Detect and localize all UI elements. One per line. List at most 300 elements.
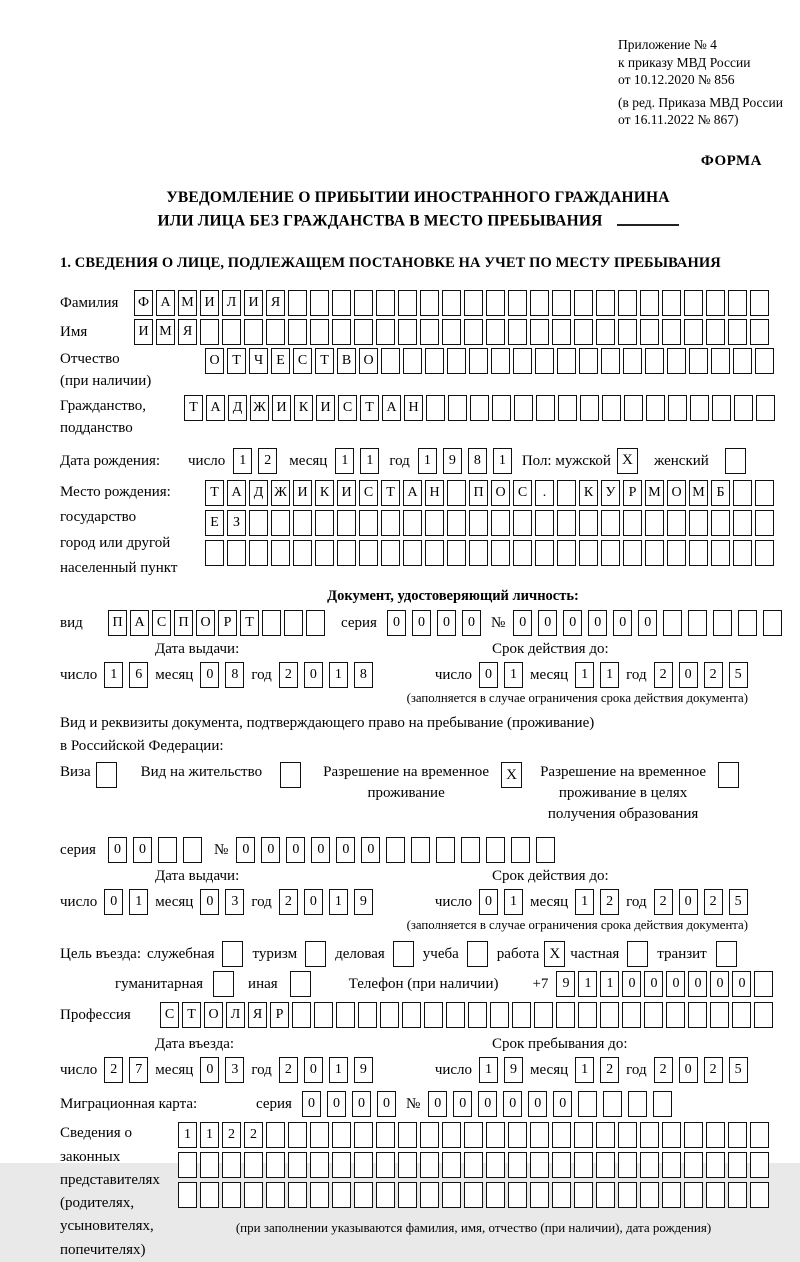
char-cell[interactable] [578,1002,597,1028]
char-cell[interactable]: 1 [329,662,348,688]
char-cell[interactable]: М [156,319,175,345]
char-cell[interactable]: С [293,348,312,374]
char-cell[interactable] [645,510,664,536]
char-cell[interactable] [557,480,576,506]
residence-permit-checkbox[interactable] [280,762,301,788]
char-cell[interactable] [249,540,268,566]
char-cell[interactable] [640,290,659,316]
char-cell[interactable] [332,290,351,316]
char-cell[interactable] [293,510,312,536]
char-cell[interactable] [623,540,642,566]
char-cell[interactable]: 1 [418,448,437,474]
char-cell[interactable]: Т [240,610,259,636]
char-cell[interactable] [288,1182,307,1208]
temp-residence-education-checkbox[interactable] [718,762,739,788]
char-cell[interactable] [486,1122,505,1148]
char-cell[interactable]: 1 [329,889,348,915]
char-cell[interactable]: Т [182,1002,201,1028]
char-cell[interactable] [684,1182,703,1208]
char-cell[interactable] [755,480,774,506]
char-cell[interactable] [288,319,307,345]
char-cell[interactable]: Н [425,480,444,506]
char-cell[interactable]: 2 [279,1057,298,1083]
char-cell[interactable] [183,837,202,863]
purpose-private-checkbox[interactable] [627,941,648,967]
char-cell[interactable] [403,540,422,566]
char-cell[interactable] [514,395,533,421]
char-cell[interactable]: 8 [225,662,244,688]
char-cell[interactable] [601,510,620,536]
char-cell[interactable] [469,348,488,374]
char-cell[interactable]: 0 [261,837,280,863]
char-cell[interactable]: 0 [304,889,323,915]
char-cell[interactable] [306,610,325,636]
char-cell[interactable]: 1 [504,889,523,915]
char-cell[interactable]: 0 [679,662,698,688]
char-cell[interactable] [688,610,707,636]
char-cell[interactable] [728,1152,747,1178]
char-cell[interactable] [442,1122,461,1148]
char-cell[interactable] [667,348,686,374]
char-cell[interactable] [663,610,682,636]
sex-male-checkbox[interactable]: X [617,448,638,474]
char-cell[interactable] [624,395,643,421]
char-cell[interactable]: И [293,480,312,506]
char-cell[interactable]: М [689,480,708,506]
temp-residence-checkbox[interactable]: X [501,762,522,788]
char-cell[interactable] [728,319,747,345]
char-cell[interactable]: 0 [478,1091,497,1117]
char-cell[interactable] [667,510,686,536]
char-cell[interactable]: И [200,290,219,316]
char-cell[interactable] [688,1002,707,1028]
char-cell[interactable] [376,1182,395,1208]
purpose-study-checkbox[interactable] [467,941,488,967]
char-cell[interactable] [205,540,224,566]
char-cell[interactable] [508,1122,527,1148]
char-cell[interactable] [332,319,351,345]
char-cell[interactable]: . [535,480,554,506]
char-cell[interactable] [557,510,576,536]
char-cell[interactable] [464,290,483,316]
char-cell[interactable]: 0 [688,971,707,997]
char-cell[interactable]: 0 [304,1057,323,1083]
char-cell[interactable] [376,1152,395,1178]
char-cell[interactable] [623,348,642,374]
char-cell[interactable] [628,1091,647,1117]
char-cell[interactable] [158,837,177,863]
char-cell[interactable] [666,1002,685,1028]
char-cell[interactable]: 3 [225,889,244,915]
char-cell[interactable] [556,1002,575,1028]
char-cell[interactable] [689,348,708,374]
char-cell[interactable] [464,319,483,345]
char-cell[interactable] [574,319,593,345]
char-cell[interactable]: 0 [352,1091,371,1117]
char-cell[interactable] [750,319,769,345]
char-cell[interactable] [535,348,554,374]
char-cell[interactable] [580,395,599,421]
char-cell[interactable] [662,1122,681,1148]
char-cell[interactable]: Т [315,348,334,374]
char-cell[interactable] [314,1002,333,1028]
char-cell[interactable]: Ч [249,348,268,374]
char-cell[interactable] [536,837,555,863]
char-cell[interactable]: 1 [575,889,594,915]
char-cell[interactable]: 1 [600,662,619,688]
char-cell[interactable] [244,319,263,345]
char-cell[interactable] [728,1122,747,1148]
char-cell[interactable] [755,348,774,374]
char-cell[interactable]: Ф [134,290,153,316]
char-cell[interactable]: П [469,480,488,506]
char-cell[interactable]: 1 [493,448,512,474]
char-cell[interactable]: 0 [588,610,607,636]
char-cell[interactable]: 9 [504,1057,523,1083]
char-cell[interactable]: О [205,348,224,374]
char-cell[interactable]: 0 [479,889,498,915]
char-cell[interactable]: 1 [233,448,252,474]
char-cell[interactable] [530,1182,549,1208]
char-cell[interactable] [420,319,439,345]
char-cell[interactable]: 0 [453,1091,472,1117]
char-cell[interactable] [490,1002,509,1028]
char-cell[interactable] [271,540,290,566]
char-cell[interactable]: 3 [225,1057,244,1083]
char-cell[interactable] [508,1182,527,1208]
char-cell[interactable] [690,395,709,421]
char-cell[interactable] [738,610,757,636]
char-cell[interactable] [358,1002,377,1028]
char-cell[interactable] [420,1152,439,1178]
char-cell[interactable] [578,1091,597,1117]
char-cell[interactable] [646,395,665,421]
char-cell[interactable] [552,1152,571,1178]
char-cell[interactable]: 1 [578,971,597,997]
char-cell[interactable]: Е [205,510,224,536]
char-cell[interactable] [354,319,373,345]
char-cell[interactable]: 1 [104,662,123,688]
char-cell[interactable] [288,1152,307,1178]
char-cell[interactable] [511,837,530,863]
char-cell[interactable] [513,540,532,566]
char-cell[interactable]: 1 [575,662,594,688]
char-cell[interactable] [486,837,505,863]
char-cell[interactable] [442,290,461,316]
char-cell[interactable] [689,510,708,536]
char-cell[interactable] [713,610,732,636]
char-cell[interactable] [200,319,219,345]
char-cell[interactable] [381,510,400,536]
char-cell[interactable] [579,540,598,566]
char-cell[interactable] [398,1182,417,1208]
char-cell[interactable] [596,319,615,345]
char-cell[interactable] [754,1002,773,1028]
char-cell[interactable] [755,510,774,536]
char-cell[interactable] [662,1152,681,1178]
char-cell[interactable]: 1 [178,1122,197,1148]
char-cell[interactable]: 1 [600,971,619,997]
char-cell[interactable] [266,319,285,345]
char-cell[interactable]: 1 [575,1057,594,1083]
char-cell[interactable]: 0 [479,662,498,688]
char-cell[interactable] [706,290,725,316]
char-cell[interactable] [618,1122,637,1148]
char-cell[interactable] [557,348,576,374]
char-cell[interactable]: 0 [302,1091,321,1117]
char-cell[interactable] [461,837,480,863]
char-cell[interactable] [266,1152,285,1178]
char-cell[interactable]: Д [249,480,268,506]
char-cell[interactable]: 0 [679,889,698,915]
char-cell[interactable] [574,1152,593,1178]
char-cell[interactable] [596,290,615,316]
char-cell[interactable] [222,319,241,345]
char-cell[interactable]: 2 [279,662,298,688]
char-cell[interactable] [402,1002,421,1028]
char-cell[interactable] [684,290,703,316]
char-cell[interactable]: А [130,610,149,636]
char-cell[interactable]: 0 [528,1091,547,1117]
char-cell[interactable] [486,319,505,345]
char-cell[interactable] [534,1002,553,1028]
char-cell[interactable]: 0 [732,971,751,997]
char-cell[interactable]: Н [404,395,423,421]
char-cell[interactable]: К [579,480,598,506]
char-cell[interactable]: 9 [354,1057,373,1083]
char-cell[interactable]: 2 [104,1057,123,1083]
char-cell[interactable]: 0 [679,1057,698,1083]
char-cell[interactable]: 0 [462,610,481,636]
char-cell[interactable] [712,395,731,421]
char-cell[interactable] [535,510,554,536]
char-cell[interactable]: С [513,480,532,506]
char-cell[interactable] [579,510,598,536]
char-cell[interactable] [376,1122,395,1148]
char-cell[interactable] [640,1122,659,1148]
char-cell[interactable] [623,510,642,536]
char-cell[interactable] [557,540,576,566]
char-cell[interactable]: 8 [354,662,373,688]
char-cell[interactable]: И [337,480,356,506]
char-cell[interactable]: 0 [133,837,152,863]
char-cell[interactable] [448,395,467,421]
char-cell[interactable] [424,1002,443,1028]
char-cell[interactable] [354,1182,373,1208]
char-cell[interactable]: Т [381,480,400,506]
char-cell[interactable]: Я [266,290,285,316]
char-cell[interactable]: Т [184,395,203,421]
purpose-official-checkbox[interactable] [222,941,243,967]
char-cell[interactable]: И [316,395,335,421]
char-cell[interactable] [381,348,400,374]
purpose-tourism-checkbox[interactable] [305,941,326,967]
char-cell[interactable]: 2 [244,1122,263,1148]
char-cell[interactable] [491,510,510,536]
char-cell[interactable] [442,1152,461,1178]
char-cell[interactable] [469,540,488,566]
char-cell[interactable] [706,1182,725,1208]
char-cell[interactable] [508,319,527,345]
char-cell[interactable]: 0 [666,971,685,997]
char-cell[interactable] [684,319,703,345]
char-cell[interactable] [244,1152,263,1178]
char-cell[interactable] [464,1152,483,1178]
char-cell[interactable]: Я [178,319,197,345]
char-cell[interactable]: 0 [412,610,431,636]
char-cell[interactable] [337,540,356,566]
char-cell[interactable] [447,348,466,374]
char-cell[interactable] [310,290,329,316]
char-cell[interactable]: 0 [563,610,582,636]
char-cell[interactable] [288,290,307,316]
char-cell[interactable] [492,395,511,421]
char-cell[interactable]: 0 [108,837,127,863]
char-cell[interactable]: 0 [200,1057,219,1083]
char-cell[interactable]: 0 [437,610,456,636]
char-cell[interactable] [354,1152,373,1178]
purpose-work-checkbox[interactable]: X [544,941,565,967]
char-cell[interactable]: З [227,510,246,536]
char-cell[interactable]: Т [360,395,379,421]
char-cell[interactable]: К [294,395,313,421]
char-cell[interactable]: О [491,480,510,506]
char-cell[interactable] [618,290,637,316]
sex-female-checkbox[interactable] [725,448,746,474]
char-cell[interactable] [469,510,488,536]
char-cell[interactable]: 1 [360,448,379,474]
char-cell[interactable]: 2 [654,662,673,688]
char-cell[interactable]: С [359,480,378,506]
char-cell[interactable]: 2 [279,889,298,915]
char-cell[interactable] [403,510,422,536]
char-cell[interactable] [244,1182,263,1208]
char-cell[interactable]: Р [218,610,237,636]
char-cell[interactable] [249,510,268,536]
char-cell[interactable]: 9 [443,448,462,474]
char-cell[interactable] [763,610,782,636]
char-cell[interactable]: А [403,480,422,506]
char-cell[interactable] [706,1122,725,1148]
char-cell[interactable] [618,1182,637,1208]
char-cell[interactable]: О [196,610,215,636]
char-cell[interactable] [622,1002,641,1028]
char-cell[interactable] [645,348,664,374]
char-cell[interactable]: Д [228,395,247,421]
char-cell[interactable]: 0 [200,889,219,915]
purpose-transit-checkbox[interactable] [716,941,737,967]
char-cell[interactable] [486,1152,505,1178]
char-cell[interactable] [530,319,549,345]
char-cell[interactable]: 1 [335,448,354,474]
char-cell[interactable]: 1 [479,1057,498,1083]
char-cell[interactable] [411,837,430,863]
char-cell[interactable] [200,1152,219,1178]
char-cell[interactable]: 1 [129,889,148,915]
char-cell[interactable] [447,480,466,506]
char-cell[interactable] [310,1152,329,1178]
char-cell[interactable]: 0 [513,610,532,636]
char-cell[interactable]: Р [270,1002,289,1028]
char-cell[interactable] [552,1122,571,1148]
char-cell[interactable] [530,290,549,316]
char-cell[interactable] [292,1002,311,1028]
char-cell[interactable]: 2 [222,1122,241,1148]
char-cell[interactable] [618,319,637,345]
char-cell[interactable] [513,510,532,536]
char-cell[interactable]: 0 [304,662,323,688]
char-cell[interactable] [398,1122,417,1148]
char-cell[interactable] [728,290,747,316]
char-cell[interactable] [336,1002,355,1028]
char-cell[interactable]: 2 [600,889,619,915]
char-cell[interactable] [447,540,466,566]
char-cell[interactable] [535,540,554,566]
char-cell[interactable]: 0 [236,837,255,863]
char-cell[interactable] [491,348,510,374]
char-cell[interactable] [354,290,373,316]
char-cell[interactable] [601,540,620,566]
char-cell[interactable]: 0 [622,971,641,997]
char-cell[interactable]: С [160,1002,179,1028]
char-cell[interactable] [536,395,555,421]
char-cell[interactable]: 8 [468,448,487,474]
char-cell[interactable] [446,1002,465,1028]
char-cell[interactable] [734,395,753,421]
char-cell[interactable]: 9 [556,971,575,997]
char-cell[interactable]: С [152,610,171,636]
char-cell[interactable]: 5 [729,1057,748,1083]
char-cell[interactable] [602,395,621,421]
char-cell[interactable]: 0 [336,837,355,863]
char-cell[interactable] [530,1152,549,1178]
char-cell[interactable]: 2 [654,1057,673,1083]
char-cell[interactable] [711,510,730,536]
char-cell[interactable] [266,1182,285,1208]
char-cell[interactable]: 7 [129,1057,148,1083]
char-cell[interactable] [178,1182,197,1208]
char-cell[interactable]: 2 [704,889,723,915]
char-cell[interactable] [728,1182,747,1208]
char-cell[interactable] [376,319,395,345]
char-cell[interactable] [420,1122,439,1148]
char-cell[interactable] [552,1182,571,1208]
char-cell[interactable] [486,290,505,316]
char-cell[interactable] [508,290,527,316]
char-cell[interactable]: 0 [538,610,557,636]
char-cell[interactable] [574,1182,593,1208]
char-cell[interactable] [711,540,730,566]
char-cell[interactable] [750,290,769,316]
char-cell[interactable] [222,1152,241,1178]
char-cell[interactable] [380,1002,399,1028]
char-cell[interactable]: 2 [654,889,673,915]
char-cell[interactable] [310,1182,329,1208]
char-cell[interactable] [464,1122,483,1148]
char-cell[interactable] [706,319,725,345]
char-cell[interactable] [262,610,281,636]
char-cell[interactable]: 6 [129,662,148,688]
char-cell[interactable]: А [156,290,175,316]
char-cell[interactable]: 0 [104,889,123,915]
char-cell[interactable] [284,610,303,636]
char-cell[interactable] [486,1182,505,1208]
char-cell[interactable] [178,1152,197,1178]
char-cell[interactable] [420,1182,439,1208]
char-cell[interactable] [689,540,708,566]
char-cell[interactable] [398,1152,417,1178]
char-cell[interactable]: М [645,480,664,506]
